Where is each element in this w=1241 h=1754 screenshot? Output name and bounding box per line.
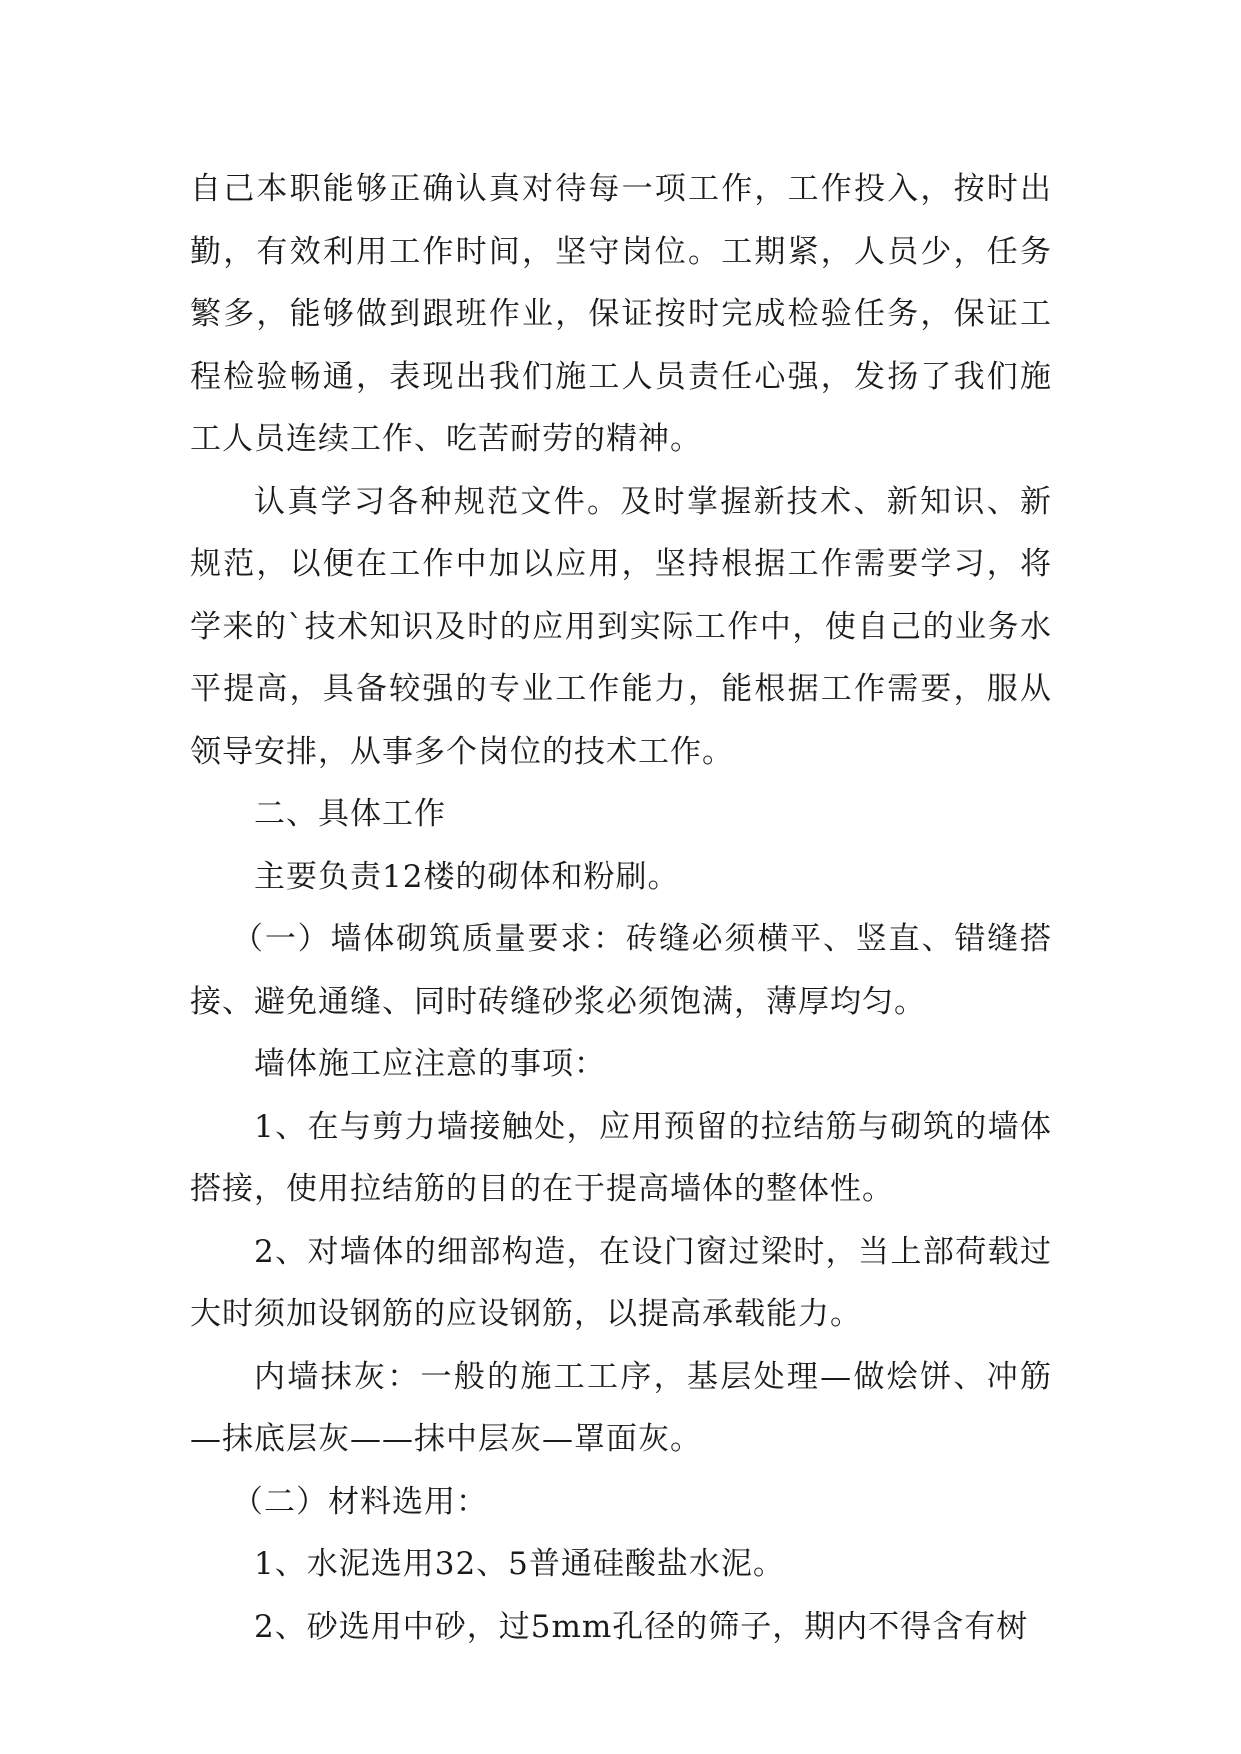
paragraph-wall-masonry-quality: （一）墙体砌筑质量要求：砖缝必须横平、竖直、错缝搭接、避免通缝、同时砖缝砂浆必须饱满，薄厚均匀。 xyxy=(190,921,1052,1020)
paragraph-study-regulations: 认真学习各种规范文件。及时掌握新技术、新知识、新规范，以便在工作中加以应用，坚持根据工作需要学习，将学来的`技术知识及时的应用到实际工作中，使自己的业务水平提高，具备较强的专业工作能力，能根据工作需要，服从领导安排，从事多个岗位的技术工作。 xyxy=(190,483,1052,770)
list-item-sand: 2、砂选用中砂，过5mm孔径的筛子，期内不得含有树 xyxy=(254,1608,1029,1645)
document-body xyxy=(190,158,1052,1658)
section-heading-specific-work: 二、具体工作 xyxy=(254,796,446,832)
paragraph-main-responsibility: 主要负责12楼的砌体和粉刷。 xyxy=(254,858,680,895)
list-item-cement: 1、水泥选用32、5普通硅酸盐水泥。 xyxy=(254,1546,785,1582)
paragraph-wall-construction-notes: 墙体施工应注意的事项： xyxy=(254,1046,606,1082)
paragraph-interior-plastering: 内墙抹灰：一般的施工工序，基层处理—做烩饼、冲筋—抹底层灰——抹中层灰—罩面灰。 xyxy=(190,1358,1052,1457)
list-item-lintel-reinforcement: 2、对墙体的细部构造，在设门窗过梁时，当上部荷载过大时须加设钢筋的应设钢筋，以提高承载能力。 xyxy=(190,1233,1052,1332)
section-heading-materials: （二）材料选用： xyxy=(232,1483,488,1520)
paragraph-work-attitude: 自己本职能够正确认真对待每一项工作，工作投入，按时出勤，有效利用工作时间，坚守岗位。工期紧，人员少，任务繁多，能够做到跟班作业，保证按时完成检验任务，保证工程检验畅通，表现出我们施工人员责任心强，发扬了我们施工人员连续工作、吃苦耐劳的精神。 xyxy=(190,171,1052,457)
list-item-shear-wall-tie-bars: 1、在与剪力墙接触处，应用预留的拉结筋与砌筑的墙体搭接，使用拉结筋的目的在于提高墙体的整体性。 xyxy=(190,1108,1052,1207)
